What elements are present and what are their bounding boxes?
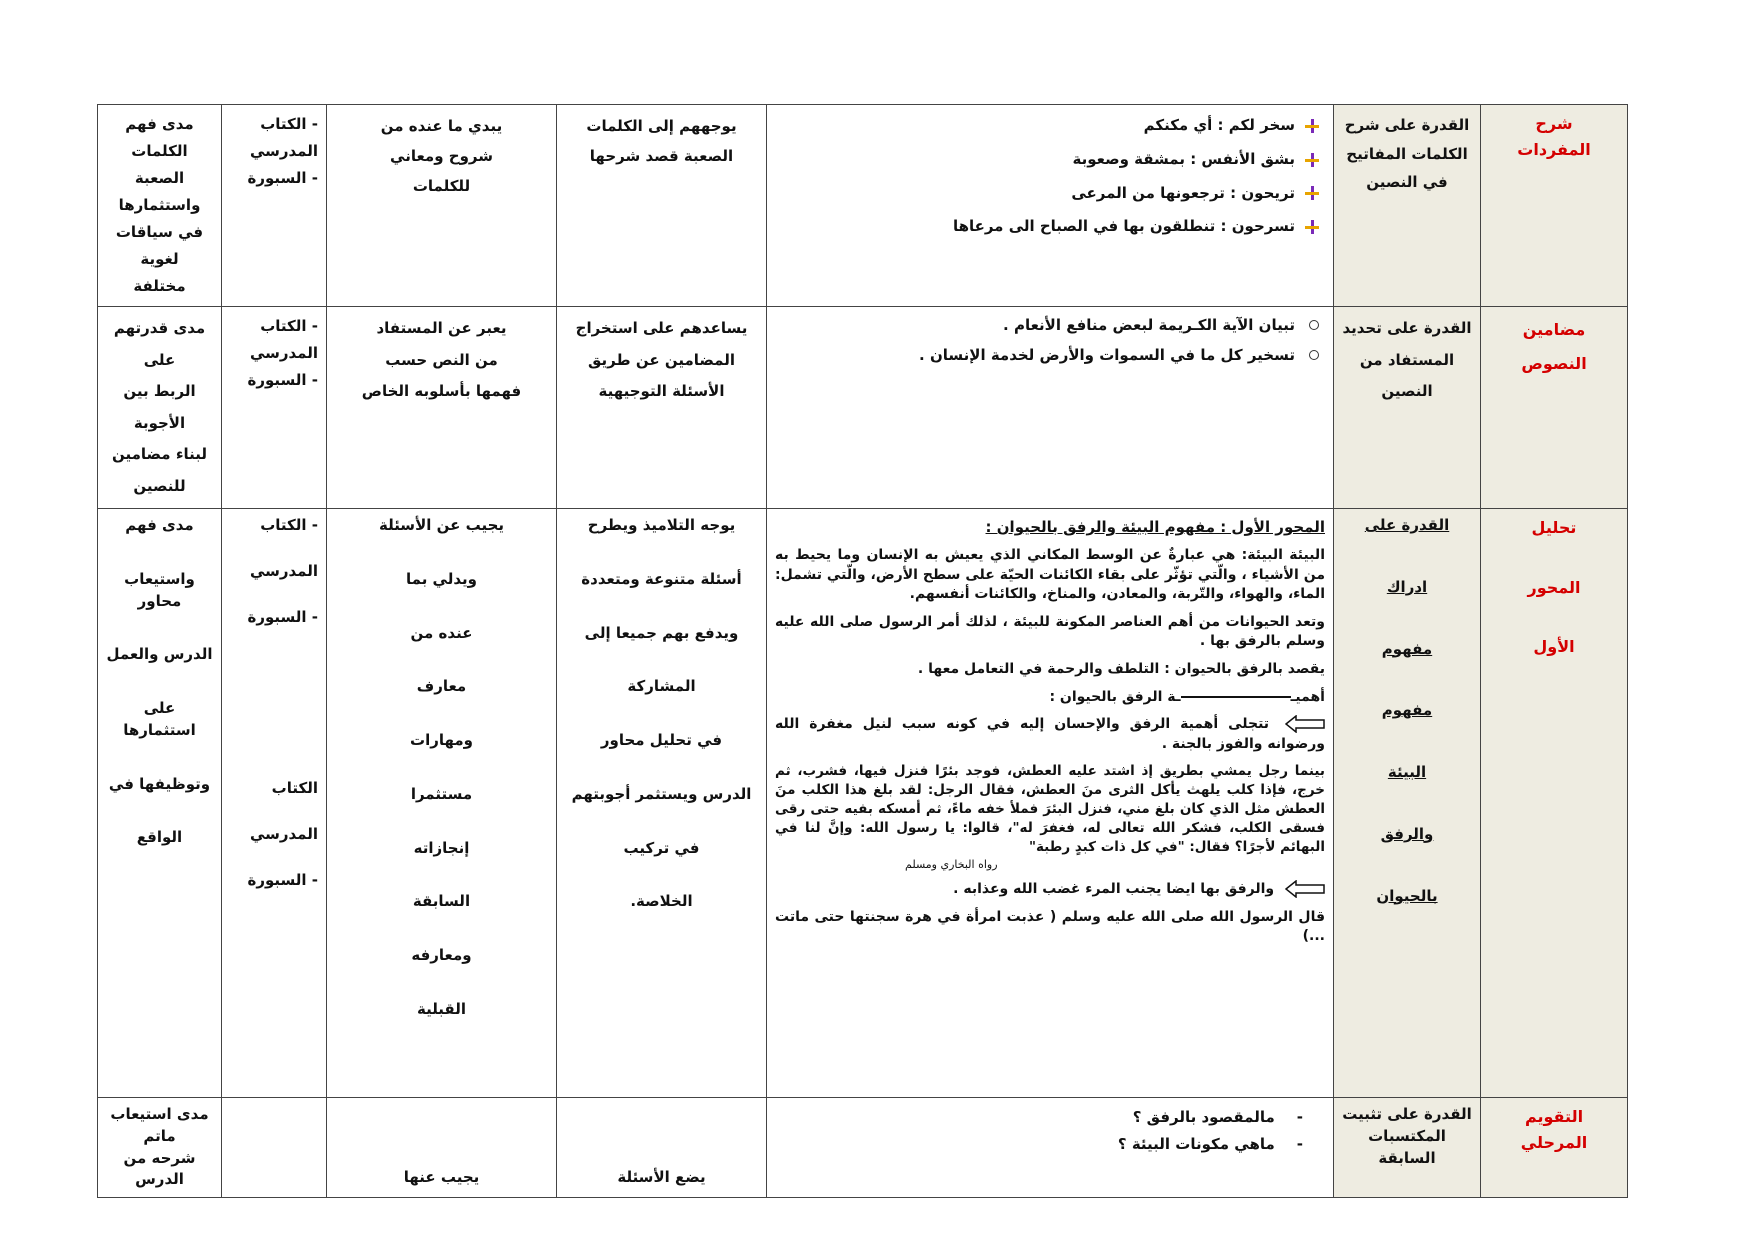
resources-cell: [222, 1098, 327, 1198]
evaluation-cell: [98, 105, 222, 307]
resource-text: - السبورة: [247, 371, 318, 389]
objective-text: مفهوم: [1381, 639, 1433, 658]
objective-cell: [1334, 1098, 1481, 1198]
student-text: معارف: [416, 677, 467, 696]
teacher-cell: [557, 307, 767, 509]
student-text: يجيب عنها: [403, 1168, 480, 1187]
student-text: ويدلي بما: [406, 569, 477, 588]
teacher-text: الخلاصة.: [630, 892, 693, 911]
phase-cell: [1481, 307, 1628, 509]
teacher-text: الصعبة قصد شرحها: [589, 147, 734, 165]
arrow-paragraph: [775, 880, 1325, 900]
table-row: [98, 1098, 1628, 1198]
table-row: [98, 105, 1628, 307]
hadith-paragraph: بينما رجل يمشي بطريق إذ اشتد عليه العطش، فوجد بئرًا فنزل فيها، فشرب، ثم خرج، فإذا كلب يلهث يأكل الثرى منَ العطش، فقال الرجل: لقد بلغ هذا الكلب منَ العطش مثل الذي كان بلغ مني، فنزل البئرَ فملأ خفه ماءً، ثم أمسكه بفيه حتى رقى فسقى الكلب، فشكر الله تعالى له، فغفرَ له"، قالوا: يا رسول الله: وإنَّ لنا في البهائم لأجرًا؟ فقال: "في كل ذات كبدٍ رطبة": [775, 763, 1325, 855]
objective-text: مفهوم: [1381, 701, 1433, 720]
list-item: -مالمقصود بالرفق ؟: [1132, 1108, 1303, 1126]
teacher-text: في تحليل محاور: [600, 731, 723, 749]
content-cell: [767, 307, 1334, 509]
phase-label: التقويم: [1524, 1107, 1584, 1126]
list-item: [775, 216, 1319, 238]
teacher-text: الأسئلة التوجيهية: [598, 382, 725, 400]
resources-cell: [222, 105, 327, 307]
resource-text: المدرسي: [249, 561, 318, 580]
student-text: القبلية: [416, 999, 467, 1018]
list-item: [775, 183, 1319, 205]
teacher-cell: [557, 1098, 767, 1198]
kashida-line: [1181, 696, 1291, 698]
teacher-text: يساعدهم على استخراج: [575, 319, 748, 337]
question-text: ماهي مكونات البيئة ؟: [1117, 1135, 1275, 1153]
teacher-text: أسئلة متنوعة ومتعددة: [581, 569, 742, 588]
student-cell: [327, 105, 557, 307]
evaluation-text: لبناء مضامين للنصين: [111, 445, 207, 495]
list-item: -ماهي مكونات البيئة ؟: [1117, 1135, 1303, 1153]
objective-text: ادراك: [1386, 577, 1428, 596]
teacher-cell: [557, 509, 767, 1098]
evaluation-text: الدرس والعمل: [106, 645, 213, 664]
phase-label: شرح: [1535, 114, 1573, 133]
student-text: إنجازاته: [413, 838, 470, 857]
objective-cell: [1334, 307, 1481, 509]
arrow-left-icon: [1285, 715, 1325, 733]
student-cell: [327, 1098, 557, 1198]
evaluation-text: مدى فهم الكلمات: [125, 115, 194, 160]
phase-label: المحور: [1527, 577, 1581, 597]
resources-cell: [222, 509, 327, 1098]
student-text: عنده من: [410, 623, 473, 642]
list-item: [775, 315, 1319, 337]
content-text: سخر لكم : أي مكنكم: [1143, 116, 1295, 134]
table-row: [98, 509, 1628, 1098]
objective-text: القدرة على تثبيت: [1342, 1105, 1472, 1123]
student-text: من النص حسب: [385, 350, 498, 369]
resource-text: المدرسي: [249, 142, 318, 160]
evaluation-text: مختلفة: [133, 277, 186, 295]
student-text: يبدي ما عنده من: [380, 117, 503, 135]
bullet-icon: [1305, 153, 1319, 167]
student-cell: [327, 307, 557, 509]
student-text: يعبر عن المستفاد: [376, 319, 507, 337]
lesson-plan-page: [97, 104, 1627, 1198]
resource-text: - السبورة: [247, 169, 318, 187]
content-paragraph: وتعد الحيوانات من أهم العناصر المكونة للبيئة ، لذلك أمر الرسول صلى الله عليه وسلم بالرفق بها .: [775, 613, 1325, 650]
resource-text: - الكتاب: [260, 516, 318, 534]
phase-cell: [1481, 1098, 1628, 1198]
teacher-text: ويدفع بهم جميعا إلى: [584, 623, 739, 642]
objective-text: القدرة على: [1364, 516, 1450, 534]
student-text: مستثمرا: [410, 784, 473, 803]
evaluation-text: في سياقات لغوية: [115, 223, 204, 268]
phase-cell: [1481, 105, 1628, 307]
list-item: [775, 149, 1319, 171]
resource-text: - السبورة: [247, 870, 318, 889]
circle-bullet-icon: [1309, 320, 1319, 330]
student-text: يجيب عن الأسئلة: [378, 516, 505, 534]
evaluation-text: وتوظيفها في: [108, 774, 211, 793]
evaluation-text: مدى استيعاب ماتم: [110, 1105, 209, 1145]
evaluation-text: الصعبة واستثمارها: [118, 169, 201, 214]
evaluation-text: مدى قدرتهم على: [113, 319, 206, 369]
phase-label: تحليل: [1531, 518, 1577, 537]
objective-text: القدرة على تحديد: [1342, 319, 1472, 337]
student-text: ومعارفه: [411, 946, 472, 964]
content-text: والرفق بها ايضا يجنب المرء غضب الله وعذابه .: [953, 881, 1275, 898]
student-text: للكلمات: [412, 177, 471, 195]
content-paragraph: يقصد بالرفق بالحيوان : التلطف والرحمة في التعامل معها .: [917, 660, 1325, 677]
student-cell: [327, 509, 557, 1098]
evaluation-text: على استثمارها: [123, 699, 196, 739]
objective-text: النصين: [1381, 382, 1433, 400]
subheading: [775, 688, 1325, 708]
teacher-text: المضامين عن طريق: [588, 350, 735, 369]
evaluation-cell: [98, 307, 222, 509]
definition-paragraph: البيئة البيئة: هي عبارةٌ عن الوسط المكاني الذي يعيش به الإنسان وما يحيط به من الأشياء ، والّتي تؤثّر على بقاء الكائنات الحيّة على سطح الأرض، والّتي تشمل: الماء، والهواء، والتّربة، والمعادن، والمناخ، والكائنات أنفسهم.: [775, 547, 1325, 603]
resource-text: المدرسي: [249, 825, 318, 843]
evaluation-text: واستيعاب محاور: [124, 569, 195, 610]
objective-text: في النصين: [1366, 173, 1448, 191]
subheading-text: أهميـ: [1290, 688, 1325, 705]
student-text: السابقة: [412, 892, 471, 911]
content-text: تريحون : ترجعونها من المرعى: [1071, 183, 1295, 202]
content-cell: [767, 1098, 1334, 1198]
resource-text: - الكتاب: [260, 115, 318, 133]
content-cell: [767, 105, 1334, 307]
resource-text: - الكتاب: [260, 317, 318, 335]
resources-cell: [222, 307, 327, 509]
objective-text: والرفق: [1380, 824, 1434, 843]
arrow-paragraph: [775, 715, 1325, 754]
teacher-text: يوجه التلاميذ ويطرح: [587, 516, 736, 534]
bullet-icon: [1305, 119, 1319, 133]
objective-cell: [1334, 509, 1481, 1098]
objective-text: الكلمات المفاتيح: [1346, 144, 1468, 163]
resource-text: الكتاب: [271, 779, 318, 798]
circle-bullet-icon: [1309, 350, 1319, 360]
content-text: تسرحون : تنطلقون بها في الصباح الى مرعاها: [952, 217, 1295, 236]
list-item: [775, 345, 1319, 367]
evaluation-cell: [98, 509, 222, 1098]
objective-text: القدرة على شرح: [1344, 116, 1470, 134]
student-text: فهمها بأسلوبه الخاص: [361, 382, 522, 400]
phase-label: المرحلي: [1520, 1132, 1588, 1152]
objective-text: بالحيوان: [1376, 886, 1438, 905]
content-text: بشق الأنفس : بمشقة وصعوبة: [1072, 149, 1295, 168]
phase-label: مضامين: [1522, 320, 1586, 339]
phase-label: المفردات: [1517, 139, 1591, 159]
hadith-source: رواه البخاري ومسلم: [905, 857, 998, 871]
evaluation-text: الربط بين الأجوبة: [123, 382, 196, 432]
objective-text: المكتسبات السابقة: [1368, 1126, 1446, 1167]
phase-label: النصوص: [1521, 353, 1587, 373]
lesson-plan-table: [97, 104, 1628, 1198]
evaluation-text: شرحه من الدرس: [123, 1148, 196, 1189]
objective-cell: [1334, 105, 1481, 307]
content-paragraph: قال الرسول الله صلى الله عليه وسلم ( عذبت امرأة في هرة سجنتها حتى ماتت ...): [775, 908, 1325, 945]
evaluation-text: الواقع: [136, 828, 183, 847]
objective-text: البيئة: [1387, 763, 1427, 781]
student-text: ومهارات: [410, 731, 473, 749]
evaluation-text: مدى فهم: [125, 516, 194, 534]
arrow-left-icon: [1285, 880, 1325, 898]
teacher-text: يوجههم إلى الكلمات: [586, 117, 737, 135]
teacher-text: يضع الأسئلة: [617, 1168, 706, 1187]
teacher-text: الدرس ويستثمر أجوبتهم: [571, 784, 752, 803]
list-item: [775, 115, 1319, 137]
objective-text: المستفاد من: [1359, 350, 1455, 369]
resource-text: المدرسي: [249, 344, 318, 362]
bullet-icon: [1305, 186, 1319, 200]
student-text: شروح ومعاني: [390, 147, 493, 165]
section-heading: المحور الأول : مفهوم البيئة والرفق بالحيوان :: [985, 518, 1325, 536]
teacher-text: المشاركة: [627, 677, 696, 696]
question-text: مالمقصود بالرفق ؟: [1132, 1108, 1275, 1126]
content-text: تتجلى أهمية الرفق والإحسان إليه في كونه سبب لنيل مغفرة الله ورضوانه والفوز بالجنة .: [775, 716, 1325, 752]
subheading-text: ـة الرفق بالحيوان :: [1049, 688, 1181, 705]
content-cell: [767, 509, 1334, 1098]
phase-label: الأول: [1533, 637, 1575, 657]
resource-text: - السبورة: [247, 607, 318, 626]
bullet-icon: [1305, 220, 1319, 234]
phase-cell: [1481, 509, 1628, 1098]
evaluation-cell: [98, 1098, 222, 1198]
teacher-cell: [557, 105, 767, 307]
table-row: [98, 307, 1628, 509]
content-text: تسخير كل ما في السموات والأرض لخدمة الإنسان .: [919, 345, 1295, 364]
teacher-text: في تركيب: [623, 838, 700, 857]
content-text: تبيان الآية الكـريمة لبعض منافع الأنعام .: [1003, 316, 1295, 334]
